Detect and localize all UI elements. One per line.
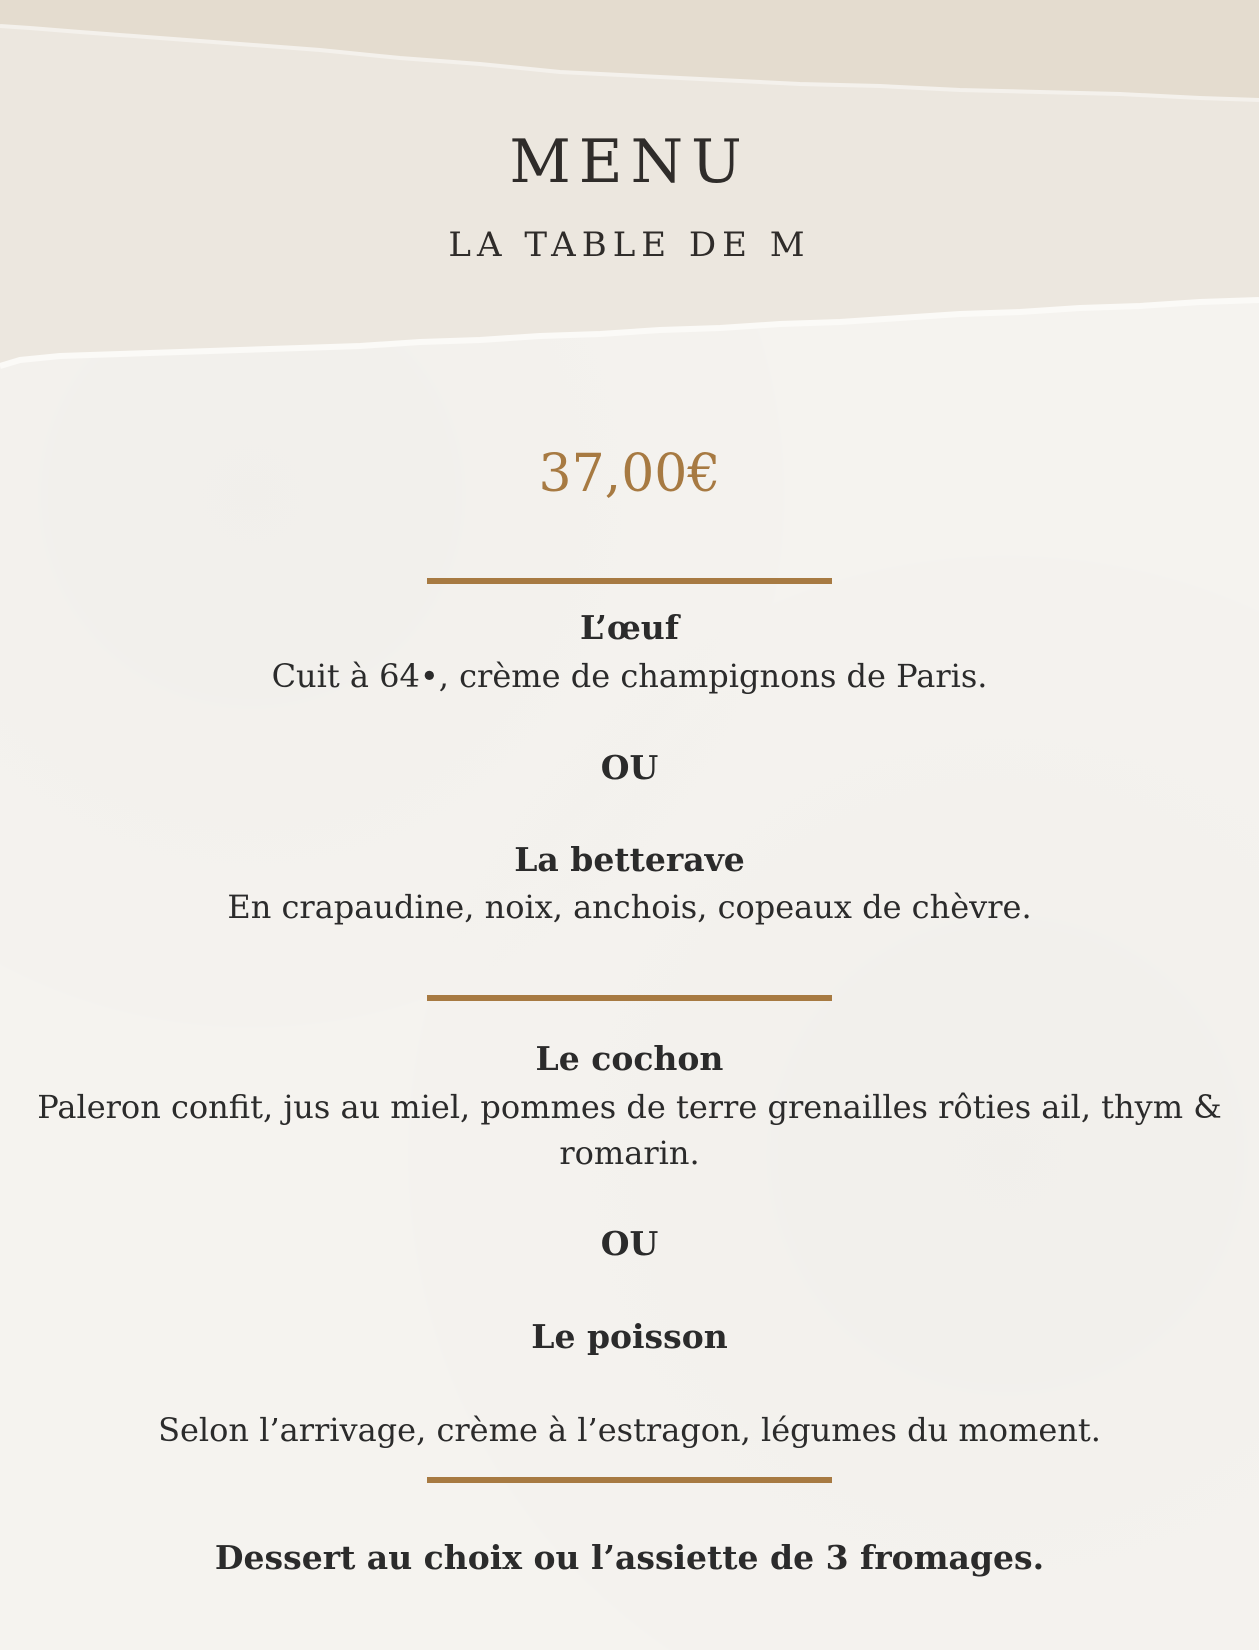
or-separator-plats: OU — [600, 1224, 659, 1263]
restaurant-name: LA TABLE DE M — [448, 225, 811, 265]
dish-name-oeuf: L’œuf — [580, 608, 679, 647]
divider-dessert — [427, 1477, 832, 1483]
divider-plats — [427, 995, 832, 1001]
dish-desc-poisson: Selon l’arrivage, crème à l’estragon, légumes du moment. — [158, 1411, 1101, 1449]
dish-desc-cochon: Paleron confit, jus au miel, pommes de terre grenailles rôties ail, thym & romarin. — [37, 1088, 1222, 1172]
divider-entrees — [427, 578, 832, 584]
dish-desc-betterave: En crapaudine, noix, anchois, copeaux de chèvre. — [227, 888, 1032, 926]
menu-title: MENU — [509, 127, 750, 197]
dish-desc-oeuf: Cuit à 64•, crème de champignons de Paris. — [271, 657, 988, 695]
dish-name-poisson: Le poisson — [531, 1317, 728, 1356]
dish-name-betterave: La betterave — [514, 840, 745, 879]
dish-name-cochon: Le cochon — [535, 1039, 724, 1078]
dessert-line: Dessert au choix ou l’assiette de 3 fromages. — [214, 1538, 1045, 1577]
or-separator-entrees: OU — [600, 748, 659, 787]
menu-price: 37,00€ — [538, 444, 721, 504]
